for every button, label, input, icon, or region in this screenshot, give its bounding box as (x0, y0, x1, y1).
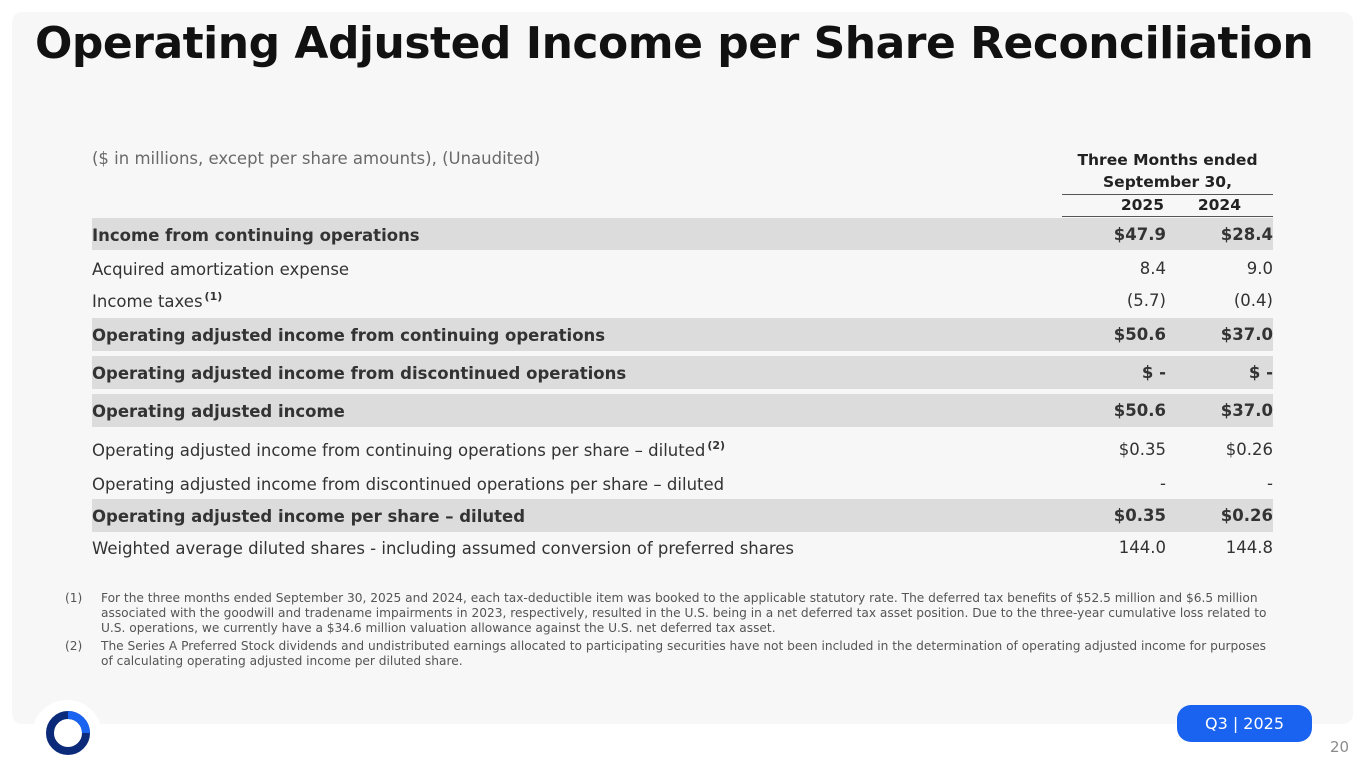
value-2024: $37.0 (1220, 325, 1273, 344)
column-header-2024: 2024 (1197, 196, 1241, 214)
value-2025: - (1160, 473, 1166, 493)
period-header: Three Months ended September 30, (1062, 149, 1273, 195)
page-title: Operating Adjusted Income per Share Reconciliation (35, 18, 1314, 69)
table-row (92, 531, 1273, 563)
row-label: Operating adjusted income from discontinued operations per share – diluted (92, 474, 725, 494)
page-number: 20 (1330, 738, 1350, 756)
table-row (92, 467, 1273, 499)
units-note: ($ in millions, except per share amounts), (Unaudited) (92, 149, 541, 168)
table-row (92, 499, 1273, 532)
ring-logo-icon (32, 700, 102, 770)
table-row (92, 356, 1273, 389)
row-label: Operating adjusted income (92, 402, 345, 421)
value-2025: 144.0 (1118, 537, 1166, 557)
footnote (65, 591, 1280, 636)
value-2025: (5.7) (1126, 290, 1166, 310)
footnote (65, 639, 1280, 669)
value-2025: $50.6 (1113, 325, 1166, 344)
value-2024: $28.4 (1220, 224, 1273, 244)
row-label: Income from continuing operations (92, 225, 420, 245)
row-label: Weighted average diluted shares - including assumed conversion of preferred shares (92, 538, 795, 558)
value-2025: $50.6 (1113, 401, 1166, 420)
column-header-2025: 2025 (1120, 196, 1164, 214)
row-label: Income taxes (92, 291, 203, 311)
value-2025: $0.35 (1118, 439, 1166, 459)
table-row (92, 394, 1273, 427)
value-2024: - (1267, 473, 1273, 493)
value-2025: $ - (1141, 363, 1166, 382)
header-divider (1062, 216, 1273, 217)
value-2025: 8.4 (1139, 258, 1166, 278)
footnote-ref: (1) (204, 289, 223, 303)
value-2024: $ - (1248, 363, 1273, 382)
row-label: Operating adjusted income from continuing operations per share – diluted (92, 440, 706, 460)
footnote-number: (1) (65, 591, 83, 605)
table-row (92, 218, 1273, 250)
value-2024: $0.26 (1225, 439, 1273, 459)
row-label: Acquired amortization expense (92, 259, 350, 279)
table-row (92, 284, 1273, 316)
footnote-number: (2) (65, 639, 83, 653)
row-label: Operating adjusted income from continuing operations (92, 326, 606, 345)
value-2025: $0.35 (1113, 506, 1166, 525)
value-2025: $47.9 (1113, 224, 1166, 244)
row-label: Operating adjusted income per share – diluted (92, 507, 526, 526)
company-logo (32, 700, 102, 770)
footnote-ref: (2) (707, 438, 726, 452)
value-2024: 144.8 (1225, 537, 1273, 557)
footnote-text: The Series A Preferred Stock dividends and undistributed earnings allocated to participating securities have not been included in the determination of operating adjusted income for purposes of calculating operating adjusted income per diluted share. (101, 639, 1266, 668)
value-2024: 9.0 (1246, 258, 1273, 278)
table-row (92, 252, 1273, 284)
footnote-text: For the three months ended September 30, 2025 and 2024, each tax-deductible item was booked to the applicable statutory rate. The deferred tax benefits of $52.5 million and $6.5 million associated with the goodwill and tradename impairments in 2023, respectively, resulted in the U.S. being in a net deferred tax asset position. Due to the three-year cumulative loss related to U.S. operations, we currently have a $34.6 million valuation allowance against the U.S. net deferred tax asset. (101, 591, 1267, 635)
table-row (92, 433, 1273, 465)
table-row (92, 318, 1273, 351)
value-2024: $0.26 (1220, 506, 1273, 525)
value-2024: $37.0 (1220, 401, 1273, 420)
value-2024: (0.4) (1233, 290, 1273, 310)
quarter-badge: Q3 | 2025 (1177, 705, 1312, 742)
row-label: Operating adjusted income from discontinued operations (92, 364, 627, 383)
